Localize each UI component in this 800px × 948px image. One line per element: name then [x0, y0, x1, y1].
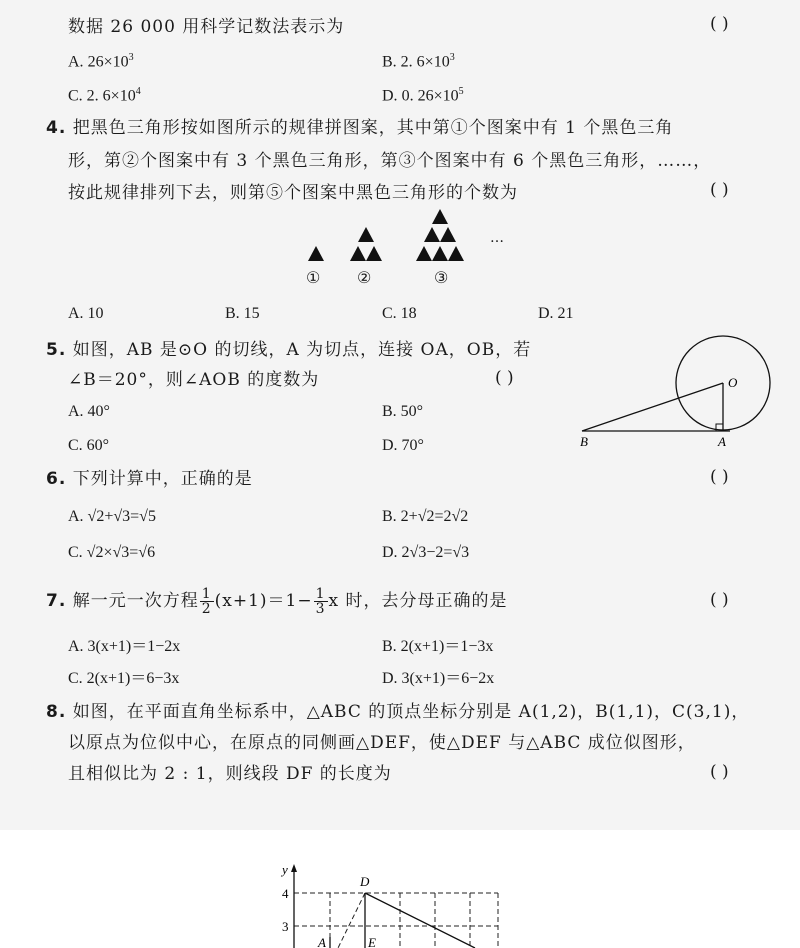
- q6-option-b[interactable]: B. 2+√2=2√2: [382, 508, 469, 525]
- q5-option-b[interactable]: B. 50°: [382, 403, 424, 420]
- q3-option-c[interactable]: C. 2. $6\times 10^4$: [68, 86, 141, 105]
- point-d-label: D: [360, 874, 370, 889]
- pattern3-triangle: [432, 246, 448, 261]
- y-tick-4: 4: [282, 886, 289, 901]
- q3-option-d[interactable]: D. 0. $26\times 10^5$: [382, 86, 464, 105]
- y-axis-label: y: [282, 862, 288, 877]
- q5-number: 5.: [46, 340, 67, 360]
- q7-option-d[interactable]: D. 3(x+1)＝6−2x: [382, 670, 495, 687]
- q4-text-line2: 形，第②个图案中有 3 个黑色三角形，第③个图案中有 6 个黑色三角形，……，: [68, 151, 712, 171]
- q5-text-line1: 5. 如图，AB 是⊙O 的切线，A 为切点，连接 OA，OB，若: [46, 340, 532, 360]
- q5-answer-paren[interactable]: ( ): [495, 368, 514, 388]
- fraction-one-half: $\frac{1}{2}$: [201, 586, 212, 617]
- q3-text: 数据 26 000 用科学记数法表示为: [68, 17, 345, 37]
- q4-answer-paren[interactable]: ( ): [710, 180, 729, 200]
- q7-text-line1: 7. 解一元一次方程 $\frac{1}{2}$ (x+1)＝1− $\frac{1}{3}$ x 时，去分母正确的是: [46, 586, 508, 617]
- q6-option-d[interactable]: D. 2√3−2=√3: [382, 544, 470, 561]
- pattern2-triangle: [366, 246, 382, 261]
- pattern-label-2: ②: [357, 268, 373, 287]
- q8-text-line3: 且相似比为 2 : 1，则线段 DF 的长度为: [68, 764, 392, 784]
- q3-answer-paren[interactable]: ( ): [710, 14, 729, 34]
- y-axis-arrow-icon: [291, 864, 297, 872]
- q8-number: 8.: [46, 702, 67, 722]
- point-e-label: E: [368, 935, 376, 948]
- q4-number: 4.: [46, 118, 67, 138]
- q6-option-a[interactable]: A. √2+√3=√5: [68, 508, 156, 525]
- pattern3-triangle: [416, 246, 432, 261]
- pattern3-triangle: [448, 246, 464, 261]
- segment-df: [365, 893, 475, 948]
- q8-answer-paren[interactable]: ( ): [710, 762, 729, 782]
- q7-number: 7.: [46, 591, 67, 611]
- y-tick-3: 3: [282, 919, 289, 934]
- label-b: B: [580, 434, 588, 449]
- pattern1-triangle: [308, 246, 324, 261]
- q4-option-c[interactable]: C. 18: [382, 305, 417, 322]
- q5-option-c[interactable]: C. 60°: [68, 437, 110, 454]
- pattern3-triangle: [440, 227, 456, 242]
- pattern3-triangle: [424, 227, 440, 242]
- q3-option-b[interactable]: B. 2. $6\times 10^3$: [382, 52, 455, 71]
- q7-option-a[interactable]: A. 3(x+1)＝1−2x: [68, 638, 181, 655]
- segment-ob: [582, 383, 723, 431]
- triangle-pattern-figure: [300, 205, 520, 295]
- q6-number: 6.: [46, 469, 67, 489]
- q4-option-d[interactable]: D. 21: [538, 305, 574, 322]
- fraction-one-third: $\frac{1}{3}$: [315, 586, 326, 617]
- point-a-label: A: [318, 935, 326, 948]
- pattern-label-3: ③: [434, 268, 450, 287]
- q8-text-line1: 8. 如图，在平面直角坐标系中，△ABC 的顶点坐标分别是 A(1,2)，B(1,1)，C(3,1)，: [46, 702, 750, 722]
- pattern3-triangle: [432, 209, 448, 224]
- q6-option-c[interactable]: C. √2×√3=√6: [68, 544, 156, 561]
- q7-option-c[interactable]: C. 2(x+1)＝6−3x: [68, 670, 180, 687]
- q7-answer-paren[interactable]: ( ): [710, 590, 729, 610]
- q5-option-d[interactable]: D. 70°: [382, 437, 424, 454]
- q4-text-line3: 按此规律排列下去，则第⑤个图案中黑色三角形的个数为: [68, 183, 518, 203]
- pattern-ellipsis: …: [490, 230, 505, 246]
- q5-option-a[interactable]: A. 40°: [68, 403, 110, 420]
- q5-text-line2: ∠B＝20°，则∠AOB 的度数为: [68, 370, 320, 390]
- q3-option-a[interactable]: A. $26\times 10^3$: [68, 52, 134, 71]
- dashed-segment-od: [338, 893, 365, 948]
- q6-text-line1: 6. 下列计算中，正确的是: [46, 469, 253, 489]
- q4-option-b[interactable]: B. 15: [225, 305, 260, 322]
- pattern2-triangle: [350, 246, 366, 261]
- coordinate-grid-figure: [270, 860, 510, 948]
- pattern-label-1: ①: [306, 268, 322, 287]
- circle-tangent-figure: [570, 335, 790, 455]
- label-o: O: [728, 375, 738, 390]
- q7-option-b[interactable]: B. 2(x+1)＝1−3x: [382, 638, 494, 655]
- q8-text-line2: 以原点为位似中心，在原点的同侧画△DEF，使△DEF 与△ABC 成位似图形，: [68, 733, 696, 753]
- q6-answer-paren[interactable]: ( ): [710, 467, 729, 487]
- label-a: A: [718, 434, 726, 449]
- pattern2-triangle: [358, 227, 374, 242]
- q4-option-a[interactable]: A. 10: [68, 305, 104, 322]
- q4-text-line1: 4. 把黑色三角形按如图所示的规律拼图案，其中第①个图案中有 1 个黑色三角: [46, 118, 674, 138]
